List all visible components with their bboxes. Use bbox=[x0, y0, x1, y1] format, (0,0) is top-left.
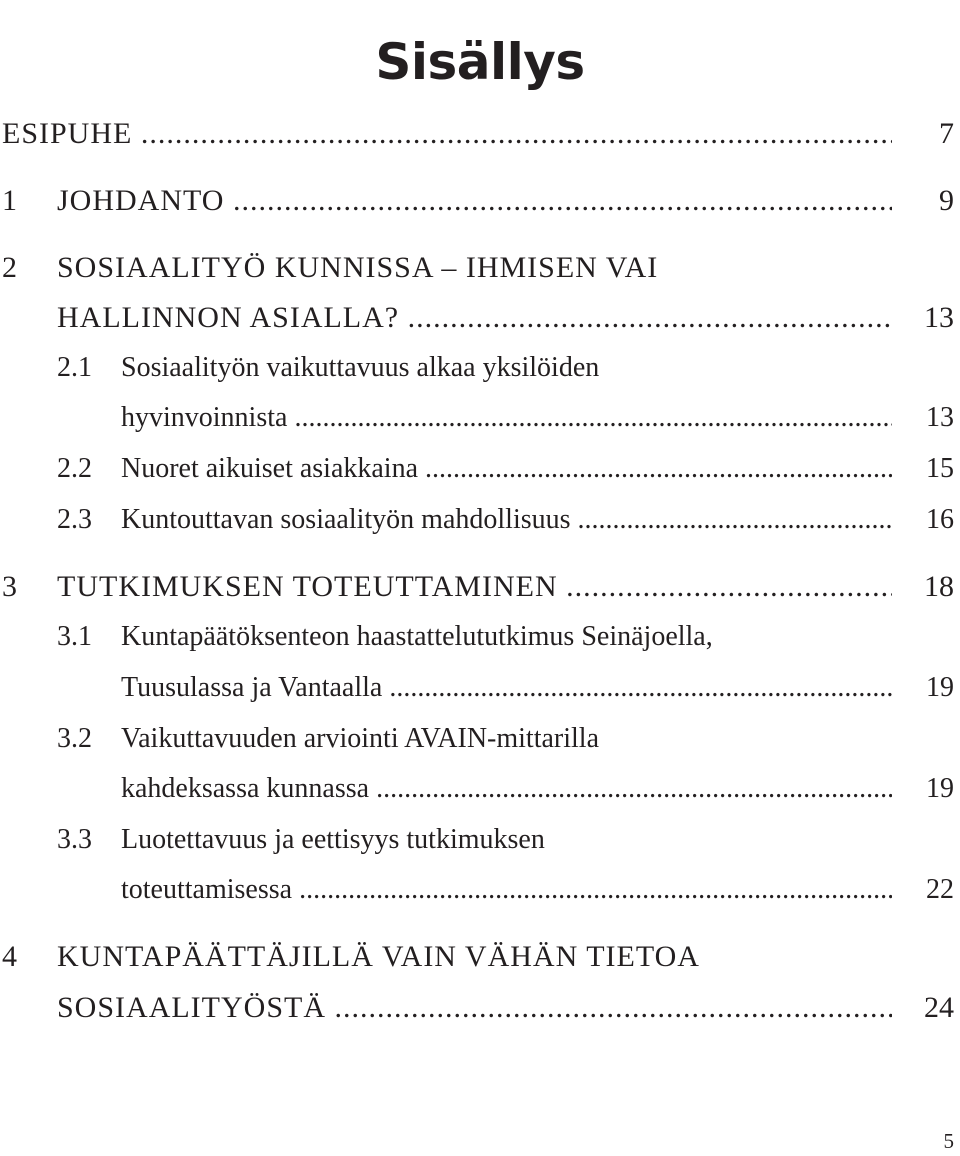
toc-entry-page: 13 bbox=[924, 301, 954, 334]
toc-entry-chapter-4[interactable] bbox=[0, 937, 960, 977]
toc-entry-chapter-3[interactable] bbox=[0, 567, 960, 607]
toc-entry-title-line-1: Vaikuttavuuden arviointi AVAIN-mittarilla bbox=[121, 723, 600, 754]
toc-entry-page: 24 bbox=[924, 991, 954, 1024]
toc-entry-number: 2.1 bbox=[57, 352, 92, 383]
toc-entry-title-line-2: HALLINNON ASIALLA? ..... bbox=[57, 298, 892, 338]
toc-entry-title-line-2: toteuttamisessa ..... bbox=[121, 870, 892, 910]
toc-entry-page: 9 bbox=[939, 184, 954, 217]
toc-entry-number: 4 bbox=[2, 940, 17, 973]
toc-entry-page: 22 bbox=[926, 874, 954, 905]
toc-entry-page: 19 bbox=[926, 672, 954, 703]
toc-entry-number: 2 bbox=[2, 251, 17, 284]
toc-entry-page: 15 bbox=[926, 453, 954, 484]
toc-entry-section-2-1-cont[interactable] bbox=[0, 398, 960, 438]
toc-entry-chapter-2[interactable] bbox=[0, 248, 960, 288]
toc-entry-number: 3 bbox=[2, 570, 17, 603]
toc-entry-chapter-4-cont[interactable] bbox=[0, 988, 960, 1028]
toc-entry-section-2-1[interactable] bbox=[0, 348, 960, 388]
toc-entry-section-2-3[interactable] bbox=[0, 500, 960, 540]
toc-entry-title-line-1: KUNTAPÄÄTTÄJILLÄ VAIN VÄHÄN TIETOA bbox=[57, 940, 700, 973]
page-number: 5 bbox=[943, 1129, 954, 1153]
toc-entry-title: Nuoret aikuiset asiakkaina ..... bbox=[121, 449, 892, 489]
toc-entry-chapter-2-cont[interactable] bbox=[0, 298, 960, 338]
toc-entry-number: 3.3 bbox=[57, 824, 92, 855]
toc-entry-title-line-1: SOSIAALITYÖ KUNNISSA – IHMISEN VAI bbox=[57, 251, 659, 284]
toc-entry-title: TUTKIMUKSEN TOTEUTTAMINEN ..... bbox=[57, 567, 892, 607]
toc-entry-title-line-1: Kuntapäätöksenteon haastattelututkimus Seinäjoella, bbox=[121, 621, 713, 652]
toc-entry-page: 19 bbox=[926, 773, 954, 804]
toc-entry-section-2-2[interactable] bbox=[0, 449, 960, 489]
toc-entry-title: ESIPUHE ..... bbox=[2, 114, 892, 154]
toc-entry-number: 3.1 bbox=[57, 621, 92, 652]
toc-entry-section-3-1[interactable] bbox=[0, 617, 960, 657]
page-title: Sisällys bbox=[375, 32, 585, 91]
toc-entry-title-line-2: Tuusulassa ja Vantaalla ..... bbox=[121, 668, 892, 708]
toc-entry-number: 3.2 bbox=[57, 723, 92, 754]
toc-entry-number: 2.3 bbox=[57, 504, 92, 535]
toc-entry-chapter-1[interactable] bbox=[0, 181, 960, 221]
toc-entry-esipuhe[interactable] bbox=[0, 114, 960, 154]
toc-entry-title: Kuntouttavan sosiaalityön mahdollisuus ..... bbox=[121, 500, 892, 540]
toc-entry-title-line-2: hyvinvoinnista ..... bbox=[121, 398, 892, 438]
toc-entry-page: 7 bbox=[939, 117, 954, 150]
toc-entry-page: 18 bbox=[924, 570, 954, 603]
toc-entry-section-3-2[interactable] bbox=[0, 719, 960, 759]
toc-entry-section-3-1-cont[interactable] bbox=[0, 668, 960, 708]
toc-entry-number: 2.2 bbox=[57, 453, 92, 484]
toc-entry-page: 13 bbox=[926, 402, 954, 433]
toc-entry-title-line-2: SOSIAALITYÖSTÄ ..... bbox=[57, 988, 892, 1028]
toc-entry-section-3-3[interactable] bbox=[0, 820, 960, 860]
toc-entry-title: JOHDANTO ..... bbox=[57, 181, 892, 221]
toc-entry-section-3-3-cont[interactable] bbox=[0, 870, 960, 910]
toc-entry-section-3-2-cont[interactable] bbox=[0, 769, 960, 809]
toc-entry-title-line-1: Sosiaalityön vaikuttavuus alkaa yksilöiden bbox=[121, 352, 600, 383]
toc-entry-title-line-2: kahdeksassa kunnassa ..... bbox=[121, 769, 892, 809]
toc-entry-page: 16 bbox=[926, 504, 954, 535]
toc-entry-title-line-1: Luotettavuus ja eettisyys tutkimuksen bbox=[121, 824, 545, 855]
toc-entry-number: 1 bbox=[2, 184, 17, 217]
